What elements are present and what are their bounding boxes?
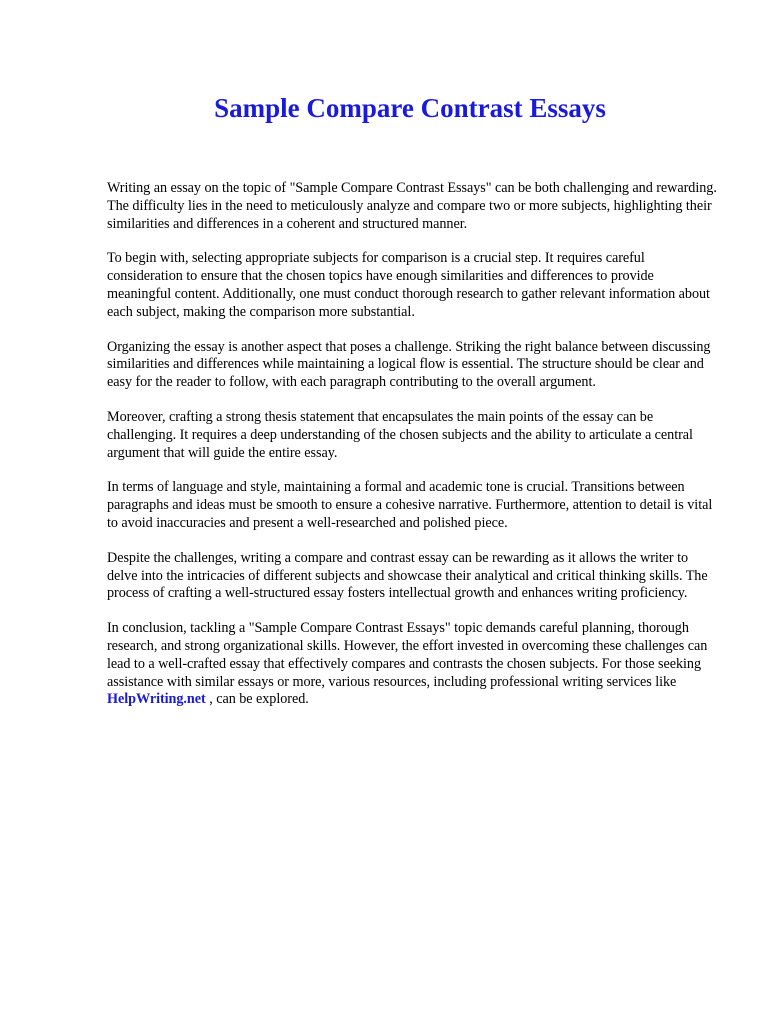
paragraph-language-style: In terms of language and style, maintaining a formal and academic tone is crucial. Transitions between paragraphs and ideas must be smooth to ensure a cohesive narrative. Furthermore, attention to detail is vital to avoid inaccuracies and present a well-researched and polished piece. <box>107 479 713 531</box>
paragraph-intro: Writing an essay on the topic of "Sample Compare Contrast Essays" can be both challenging and rewarding. The difficulty lies in the need to meticulously analyze and compare two or more subjects, highlighting their similarities and differences in a coherent and structured manner. <box>107 180 717 232</box>
paragraph-thesis: Moreover, crafting a strong thesis statement that encapsulates the main points of the essay can be challenging. It requires a deep understanding of the chosen subjects and the ability to articulate a central argument that will guide the entire essay. <box>107 408 693 461</box>
paragraph-selecting-subjects: To begin with, selecting appropriate subjects for comparison is a crucial step. It requires careful consideration to ensure that the chosen topics have enough similarities and differences to provide meaningful content. Additionally, one must conduct thorough research to gather relevant information about each subject, making the comparison more substantial. <box>107 250 710 320</box>
paragraph-organizing: Organizing the essay is another aspect that poses a challenge. Striking the right balance between discussing similarities and differences while maintaining a logical flow is essential. The structure should be clear and easy for the reader to follow, with each paragraph contributing to the overall argument. <box>107 338 711 391</box>
conclusion-text-end: , can be explored. <box>205 691 309 708</box>
essay-body <box>107 180 719 726</box>
paragraph-rewards: Despite the challenges, writing a compare and contrast essay can be rewarding as it allows the writer to delve into the intricacies of different subjects and showcase their analytical and critical thinking skills. The process of crafting a well-structured essay fosters intellectual growth and enhances writing proficiency. <box>107 549 708 602</box>
helpwriting-link[interactable]: HelpWriting.net <box>107 691 206 708</box>
page-title: Sample Compare Contrast Essays <box>214 93 606 123</box>
conclusion-text: In conclusion, tackling a "Sample Compare Contrast Essays" topic demands careful planning, thorough research, and strong organizational skills. However, the effort invested in overcoming these challenges can lead to a well-crafted essay that effectively compares and contrasts the chosen subjects. For those seeking assistance with similar essays or more, various resources, including professional writing services like <box>107 620 708 690</box>
paragraph-conclusion <box>107 620 719 709</box>
